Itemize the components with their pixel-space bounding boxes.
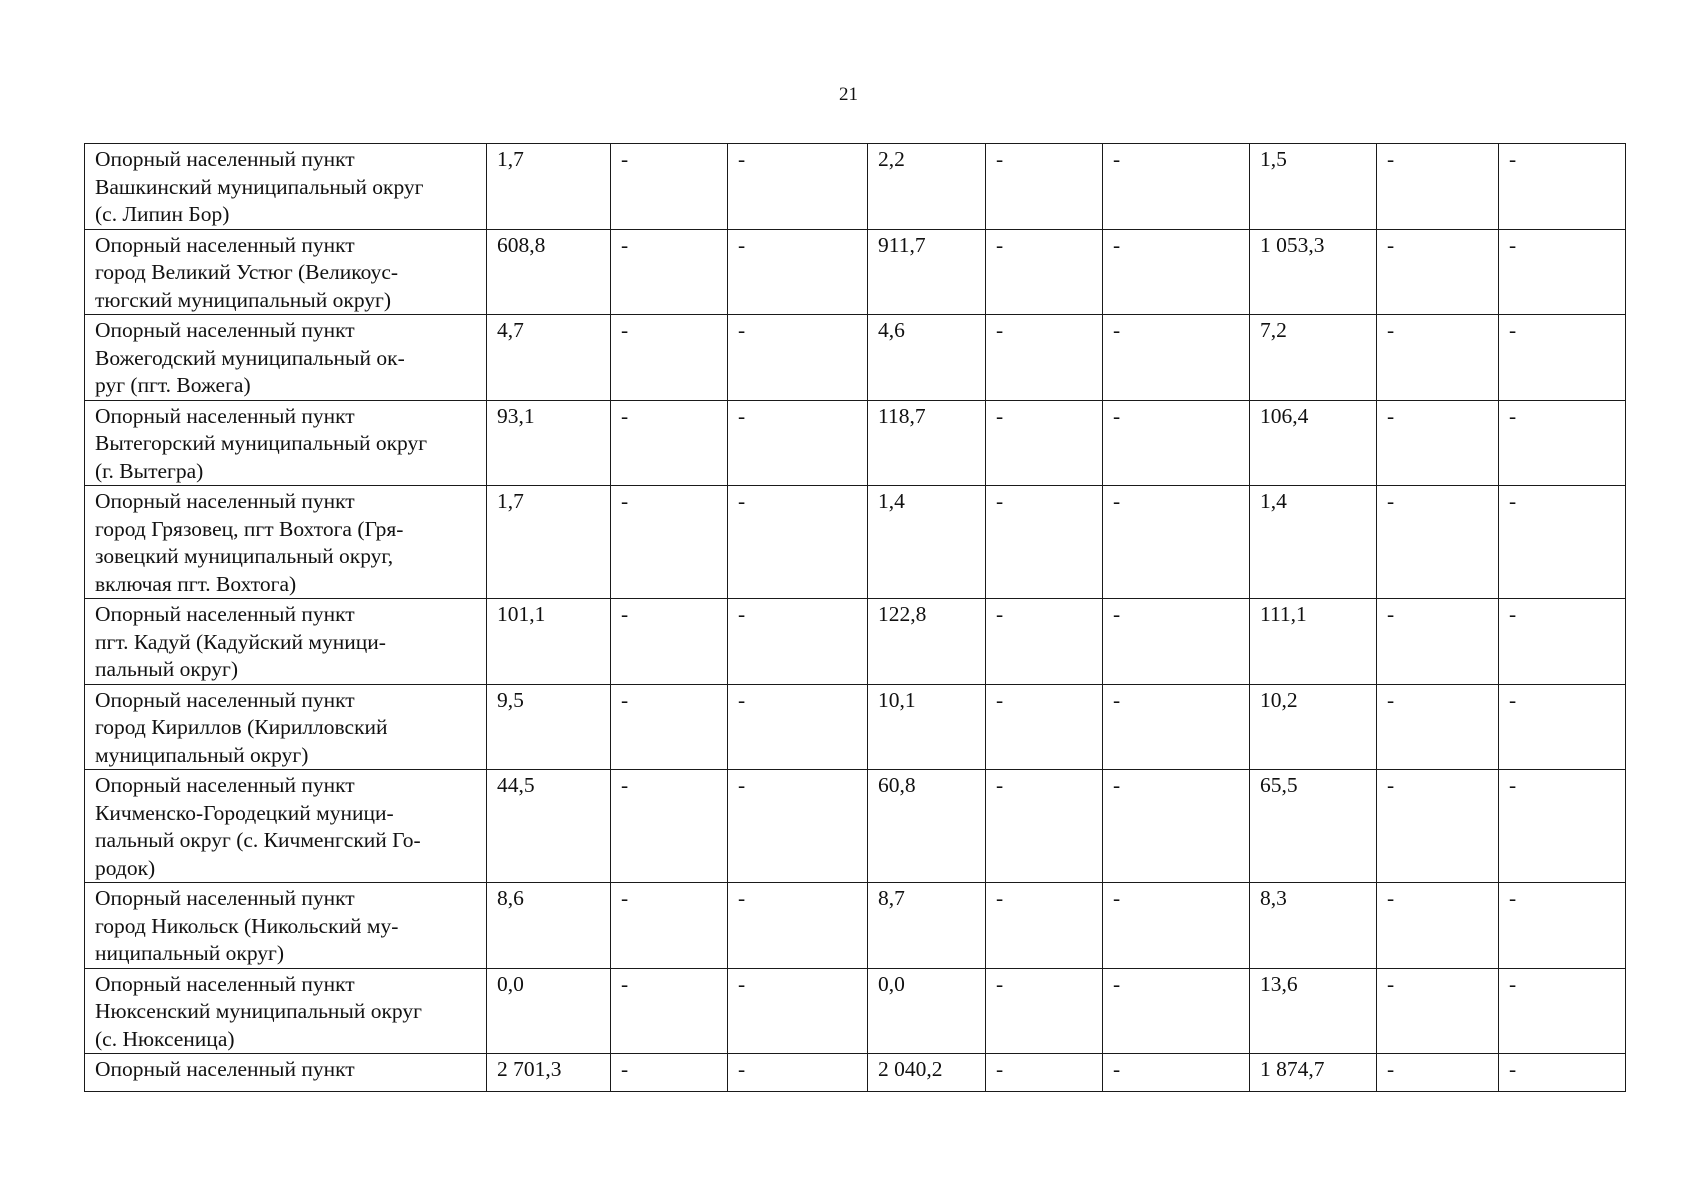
empty-value-cell: - [1377,400,1499,486]
value-cell: 9,5 [487,684,611,770]
empty-value-cell: - [986,400,1103,486]
table-row [85,684,1626,770]
empty-value-cell: - [986,315,1103,401]
value-cell: 93,1 [487,400,611,486]
empty-value-cell: - [1103,684,1250,770]
empty-value-cell: - [611,400,728,486]
empty-value-cell: - [1499,770,1626,883]
table-row [85,229,1626,315]
empty-value-cell: - [1499,883,1626,969]
value-cell: 106,4 [1250,400,1377,486]
settlement-name-cell [85,1054,487,1092]
value-cell: 911,7 [868,229,986,315]
empty-value-cell: - [1377,883,1499,969]
table-row [85,883,1626,969]
settlement-name-cell [85,400,487,486]
settlement-name-line: Опорный населенный пункт [95,773,355,797]
empty-value-cell: - [728,144,868,230]
settlement-name-line: муниципальный округ) [95,742,309,767]
empty-value-cell: - [1377,968,1499,1054]
table-row [85,315,1626,401]
settlement-name-line: зовецкий муниципальный округ, [95,544,394,568]
value-cell: 1,7 [487,486,611,599]
empty-value-cell: - [986,1054,1103,1092]
value-cell: 2 701,3 [487,1054,611,1092]
empty-value-cell: - [1377,315,1499,401]
empty-value-cell: - [1499,486,1626,599]
settlement-name-cell [85,144,487,230]
settlement-name-line: Опорный населенный пункт [95,232,355,257]
value-cell: 0,0 [868,968,986,1054]
settlement-name-line: пальный округ) [95,657,238,681]
settlement-name-line: (с. Нюксеница) [95,1026,235,1051]
settlement-name-cell [85,229,487,315]
value-cell: 8,6 [487,883,611,969]
empty-value-cell: - [728,229,868,315]
empty-value-cell: - [728,486,868,599]
empty-value-cell: - [728,684,868,770]
empty-value-cell: - [728,599,868,685]
empty-value-cell: - [1103,229,1250,315]
settlement-name-cell [85,486,487,599]
value-cell: 65,5 [1250,770,1377,883]
settlement-name-line: город Грязовец, пгт Вохтога (Гря- [95,516,404,541]
value-cell: 122,8 [868,599,986,685]
empty-value-cell: - [986,229,1103,315]
empty-value-cell: - [611,315,728,401]
empty-value-cell: - [1499,968,1626,1054]
settlement-name-line: Опорный населенный пункт [95,318,355,342]
empty-value-cell: - [1103,883,1250,969]
empty-value-cell: - [728,770,868,883]
value-cell: 1 053,3 [1250,229,1377,315]
empty-value-cell: - [728,315,868,401]
value-cell: 8,3 [1250,883,1377,969]
empty-value-cell: - [611,229,728,315]
settlement-name-cell [85,968,487,1054]
table-row [85,599,1626,685]
empty-value-cell: - [1499,144,1626,230]
empty-value-cell: - [611,770,728,883]
value-cell: 4,6 [868,315,986,401]
table-row [85,400,1626,486]
empty-value-cell: - [1103,400,1250,486]
settlement-name-line: город Никольск (Никольский му- [95,913,399,938]
settlement-name-line: Опорный населенный пункт [95,971,355,996]
empty-value-cell: - [1103,968,1250,1054]
empty-value-cell: - [986,883,1103,969]
empty-value-cell: - [1103,599,1250,685]
empty-value-cell: - [1103,770,1250,883]
value-cell: 111,1 [1250,599,1377,685]
empty-value-cell: - [611,144,728,230]
value-cell: 1,4 [1250,486,1377,599]
settlement-name-line: Опорный населенный пункт [95,687,355,712]
settlement-name-line: Опорный населенный пункт [95,489,355,513]
empty-value-cell: - [1377,684,1499,770]
empty-value-cell: - [1499,684,1626,770]
empty-value-cell: - [1499,1054,1626,1092]
settlement-name-line: город Кириллов (Кирилловский [95,715,388,739]
settlement-name-line: Нюксенский муниципальный округ [95,999,422,1023]
value-cell: 101,1 [487,599,611,685]
value-cell: 8,7 [868,883,986,969]
settlement-name-line: руг (пгт. Вожега) [95,373,251,397]
table-body [85,144,1626,1092]
value-cell: 2,2 [868,144,986,230]
settlement-name-cell [85,883,487,969]
settlement-name-line: Опорный населенный пункт [95,403,355,428]
empty-value-cell: - [1377,486,1499,599]
settlement-name-line: Опорный населенный пункт [95,147,355,171]
table-row [85,1054,1626,1092]
settlement-name-cell [85,315,487,401]
value-cell: 1,4 [868,486,986,599]
settlement-name-line: Вашкинский муниципальный округ [95,174,424,199]
empty-value-cell: - [986,968,1103,1054]
empty-value-cell: - [611,486,728,599]
empty-value-cell: - [1377,770,1499,883]
value-cell: 2 040,2 [868,1054,986,1092]
value-cell: 0,0 [487,968,611,1054]
settlement-name-line: ниципальный округ) [95,941,285,965]
empty-value-cell: - [611,684,728,770]
value-cell: 1,5 [1250,144,1377,230]
value-cell: 10,1 [868,684,986,770]
value-cell: 118,7 [868,400,986,486]
empty-value-cell: - [1377,144,1499,230]
empty-value-cell: - [1103,486,1250,599]
empty-value-cell: - [986,486,1103,599]
settlement-name-cell [85,770,487,883]
empty-value-cell: - [986,684,1103,770]
settlement-name-line: пальный округ (с. Кичменгский Го- [95,828,421,852]
settlement-name-line: Вытегорский муниципальный округ [95,431,428,455]
value-cell: 1,7 [487,144,611,230]
value-cell: 60,8 [868,770,986,883]
empty-value-cell: - [1103,144,1250,230]
value-cell: 608,8 [487,229,611,315]
settlement-name-cell [85,684,487,770]
settlement-name-line: родок) [95,855,156,880]
table-row [85,968,1626,1054]
settlement-name-line: Опорный населенный пункт [95,602,355,626]
settlement-name-line: Кичменско-Городецкий муници- [95,800,394,825]
settlement-name-line: (г. Вытегра) [95,458,204,483]
settlement-name-line: пгт. Кадуй (Кадуйский муници- [95,629,386,654]
empty-value-cell: - [611,599,728,685]
value-cell: 7,2 [1250,315,1377,401]
empty-value-cell: - [986,599,1103,685]
empty-value-cell: - [986,144,1103,230]
value-cell: 44,5 [487,770,611,883]
empty-value-cell: - [611,1054,728,1092]
empty-value-cell: - [728,883,868,969]
empty-value-cell: - [728,400,868,486]
settlement-name-line: (с. Липин Бор) [95,202,230,226]
empty-value-cell: - [986,770,1103,883]
value-cell: 4,7 [487,315,611,401]
data-table [84,143,1626,1092]
empty-value-cell: - [728,1054,868,1092]
empty-value-cell: - [1103,315,1250,401]
value-cell: 13,6 [1250,968,1377,1054]
settlement-name-line: Опорный населенный пункт [95,1057,355,1081]
empty-value-cell: - [611,883,728,969]
table-row [85,770,1626,883]
empty-value-cell: - [1499,315,1626,401]
empty-value-cell: - [1499,229,1626,315]
empty-value-cell: - [1103,1054,1250,1092]
value-cell: 1 874,7 [1250,1054,1377,1092]
table-row [85,144,1626,230]
empty-value-cell: - [1499,400,1626,486]
settlement-name-line: Опорный населенный пункт [95,886,355,910]
empty-value-cell: - [1377,599,1499,685]
empty-value-cell: - [1499,599,1626,685]
empty-value-cell: - [611,968,728,1054]
empty-value-cell: - [1377,229,1499,315]
settlement-name-cell [85,599,487,685]
page-number: 21 [839,84,858,105]
settlement-name-line: город Великий Устюг (Великоус- [95,260,399,284]
empty-value-cell: - [728,968,868,1054]
settlement-name-line: Вожегодский муниципальный ок- [95,345,405,370]
settlement-name-line: включая пгт. Вохтога) [95,571,297,596]
table-row [85,486,1626,599]
value-cell: 10,2 [1250,684,1377,770]
settlement-name-line: тюгский муниципальный округ) [95,287,392,312]
empty-value-cell: - [1377,1054,1499,1092]
